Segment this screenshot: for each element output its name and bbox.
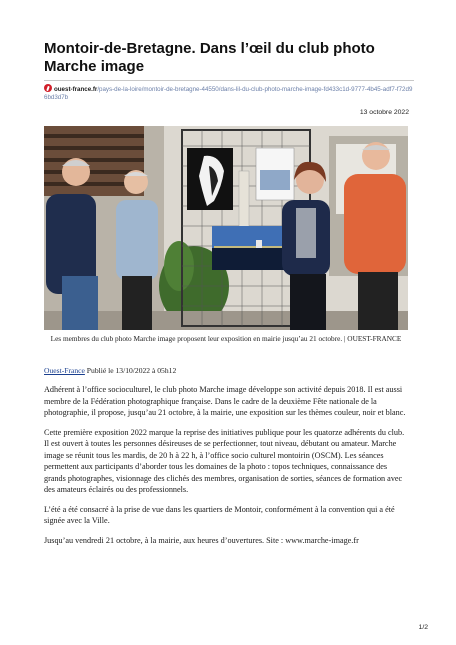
page-number: 1/2 bbox=[418, 624, 428, 631]
photo-caption: Les membres du club photo Marche image proposent leur exposition en mairie jusqu’au 21 octobre. | OUEST-FRANCE bbox=[50, 334, 402, 343]
article-photo bbox=[44, 126, 408, 330]
paragraph: Cette première exposition 2022 marque la reprise des initiatives publique pour les quatorze adhérents du club. Il est ouvert à toutes les personnes désireuses de se perfectionner, tout niveau, débutant ou amateur. Marche image se réunit tous les mardis, de 20 h à 22 h, à l’office socio culturel montoirin (OSCM). Les séances permettent aux participants d’aborder tous les domaines de la photo : topos techniques, connaissance des grands photographes, visionnage des clichés des membres, organisation de sorties, séances de formation avec des amateurs éclairés ou des professionnels. bbox=[44, 427, 405, 494]
byline bbox=[44, 366, 414, 375]
source-domain[interactable]: ouest-france.fr bbox=[54, 86, 98, 93]
paragraph: Adhérent à l’office socioculturel, le club photo Marche image développe son activité depuis 2018. Il est aussi membre de la Fédération photographique française. Dans le cadre de la deuxième Fête nationale de la photographie, il propose, jusqu’au 21 octobre, à la mairie, une exposition sur les thèmes couleur, noir et blanc. bbox=[44, 385, 406, 417]
article-date: 13 octobre 2022 bbox=[359, 109, 409, 116]
source-path[interactable]: /pays-de-la-loire/montoir-de-bretagne-44550/dans-lil-du-club-photo-marche-image-fd433c1d-9777-4b45-adf7-f72d96bd3d7b bbox=[44, 86, 413, 101]
article-body bbox=[44, 384, 410, 554]
paragraph: Jusqu’au vendredi 21 octobre, à la mairie, aux heures d’ouvertures. Site : www.marche-image.fr bbox=[44, 535, 359, 545]
publish-date: Publié le 13/10/2022 à 05h12 bbox=[84, 366, 177, 375]
ouest-france-favicon-icon bbox=[44, 84, 52, 92]
source-link[interactable]: Ouest-France bbox=[44, 366, 85, 375]
paragraph: L’été a été consacré à la prise de vue dans les quartiers de Montoir, conformément à la convention qui a été signée avec la Ville. bbox=[44, 504, 395, 525]
article-title: Montoir-de-Bretagne. Dans l’œil du club photo Marche image bbox=[44, 40, 375, 75]
source-url[interactable] bbox=[44, 80, 414, 102]
